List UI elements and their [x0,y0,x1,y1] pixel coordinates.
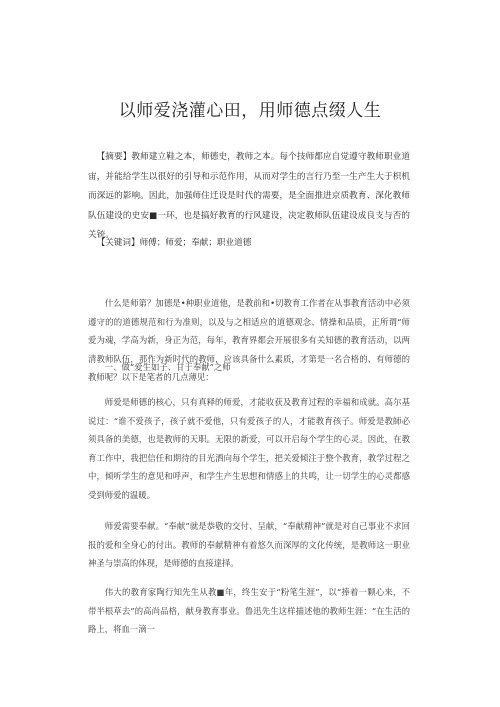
body-paragraph: 伟大的教育家陶行知先生从教■年，终生安于“粉笔生涯”，以“捧着一颗心来，不带半根草去”的高尚品格，献身教育事业。鲁迅先生这样描述他的教师生涯：“在生活的路上，将血一滴一 [88,587,410,634]
keywords: 【关键词】师傅；师爱；奉献；职业道德 [96,238,252,248]
document-title: 以师爱浇灌心田，用师德点缀人生 [118,101,382,121]
body-paragraph: 什么是师第？加德是•种职业道他，是教前和•切教育工作者在从事教育活动中必须遵守的的道德规范和行为准则，以及与之相适应的道德观念、情操和品质，正所谓“师爱为魂，学高为新，身正为范，每年，教育界都会开展很多有关知德的教育活动，以两清教师队伍，那作为新时代的教师，应该具备什么素质，才第是一名合格的、有师德的教师呢？以下是笔者的几点薄见： [88,298,410,382]
section-heading: 一、做“爱生如子、甘于奉献”之师 [104,362,231,372]
abstract: 【摘要】教师建立鞋之本，师德史，教师之本。每个技师都应自觉遵守教师职业道宙，并能给学生以很好的引导和示范作用，从而对学生的言行乃至一生产生大于枳机而深远的影响。因此，加强师住迁设是时代的需要，是全面推进京质教育、深化教师队伍建设的史安■一环，也是搞好教育的行风建设，决定教师队伍建设成良支与否的关铳。 [88,152,410,240]
body-paragraph: 师爱是师德的核心，只有真释的师爱，才能收获及教育过程的幸福和成就。高尔基说过：“谁不爱孩子，孩子就不爱他，只有爱孩子的人，才能教育孩子。师爱是教師必须具备的美德，也是教师的天职。无限的新爱，可以开启每个学生的心灵。因此，在教育工作中，我把信任和期待的目光洒向每个学生，把关爱倾注于整个教育，教学过程之中，倾听学生的意见和呼声，和学生产生思想和情感上的共鸣，让一切学生的心灵都感受到师爱的温暖。 [88,397,410,500]
body-paragraph: 师爱需要奉献。“奉献”就是恭敬的交付、呈献，“奉献精神”就是对自己事业不求回报的爱和全身心的付出。教师的奉献精神有着悠久而深厚的文化传统，是教师这一职业神圣与崇高的体现，是师德的直接達择。 [88,521,410,568]
